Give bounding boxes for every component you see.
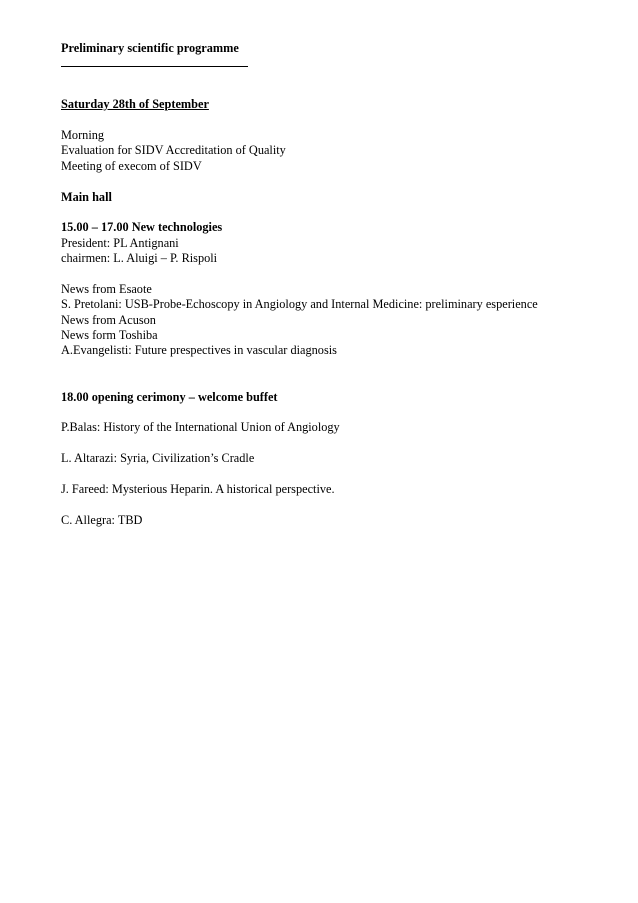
evening-talk: J. Fareed: Mysterious Heparin. A historical perspective. <box>61 481 335 496</box>
evening-talk: C. Allegra: TBD <box>61 512 143 527</box>
session-talk: News from Esaote <box>61 281 152 296</box>
evening-talk: P.Balas: History of the International Union of Angiology <box>61 420 340 435</box>
document-title: Preliminary scientific programme <box>61 41 239 55</box>
session-talk: A.Evangelisti: Future prespectives in vascular diagnosis <box>61 343 337 358</box>
morning-label: Morning <box>61 127 105 142</box>
session-president: President: PL Antignani <box>61 235 179 250</box>
session-chairmen: chairmen: L. Aluigi – P. Rispoli <box>61 251 218 266</box>
session-talk: S. Pretolani: USB-Probe-Echoscopy in Angiology and Internal Medicine: preliminary esperience <box>61 297 538 312</box>
evening-heading: 18.00 opening cerimony – welcome buffet <box>61 389 278 404</box>
morning-item: Meeting of execom of SIDV <box>61 158 202 173</box>
horizontal-rule <box>61 66 248 67</box>
day-heading: Saturday 28th of September <box>61 97 209 112</box>
morning-item: Evaluation for SIDV Accreditation of Quality <box>61 143 286 158</box>
evening-talk: L. Altarazi: Syria, Civilization’s Cradle <box>61 451 255 466</box>
session-talk: News from Acuson <box>61 312 156 327</box>
title-rule <box>61 66 621 81</box>
session-talk: News form Toshiba <box>61 328 158 343</box>
session-heading: 15.00 – 17.00 New technologies <box>61 220 223 235</box>
venue-heading: Main hall <box>61 189 112 204</box>
programme-page <box>61 41 621 528</box>
